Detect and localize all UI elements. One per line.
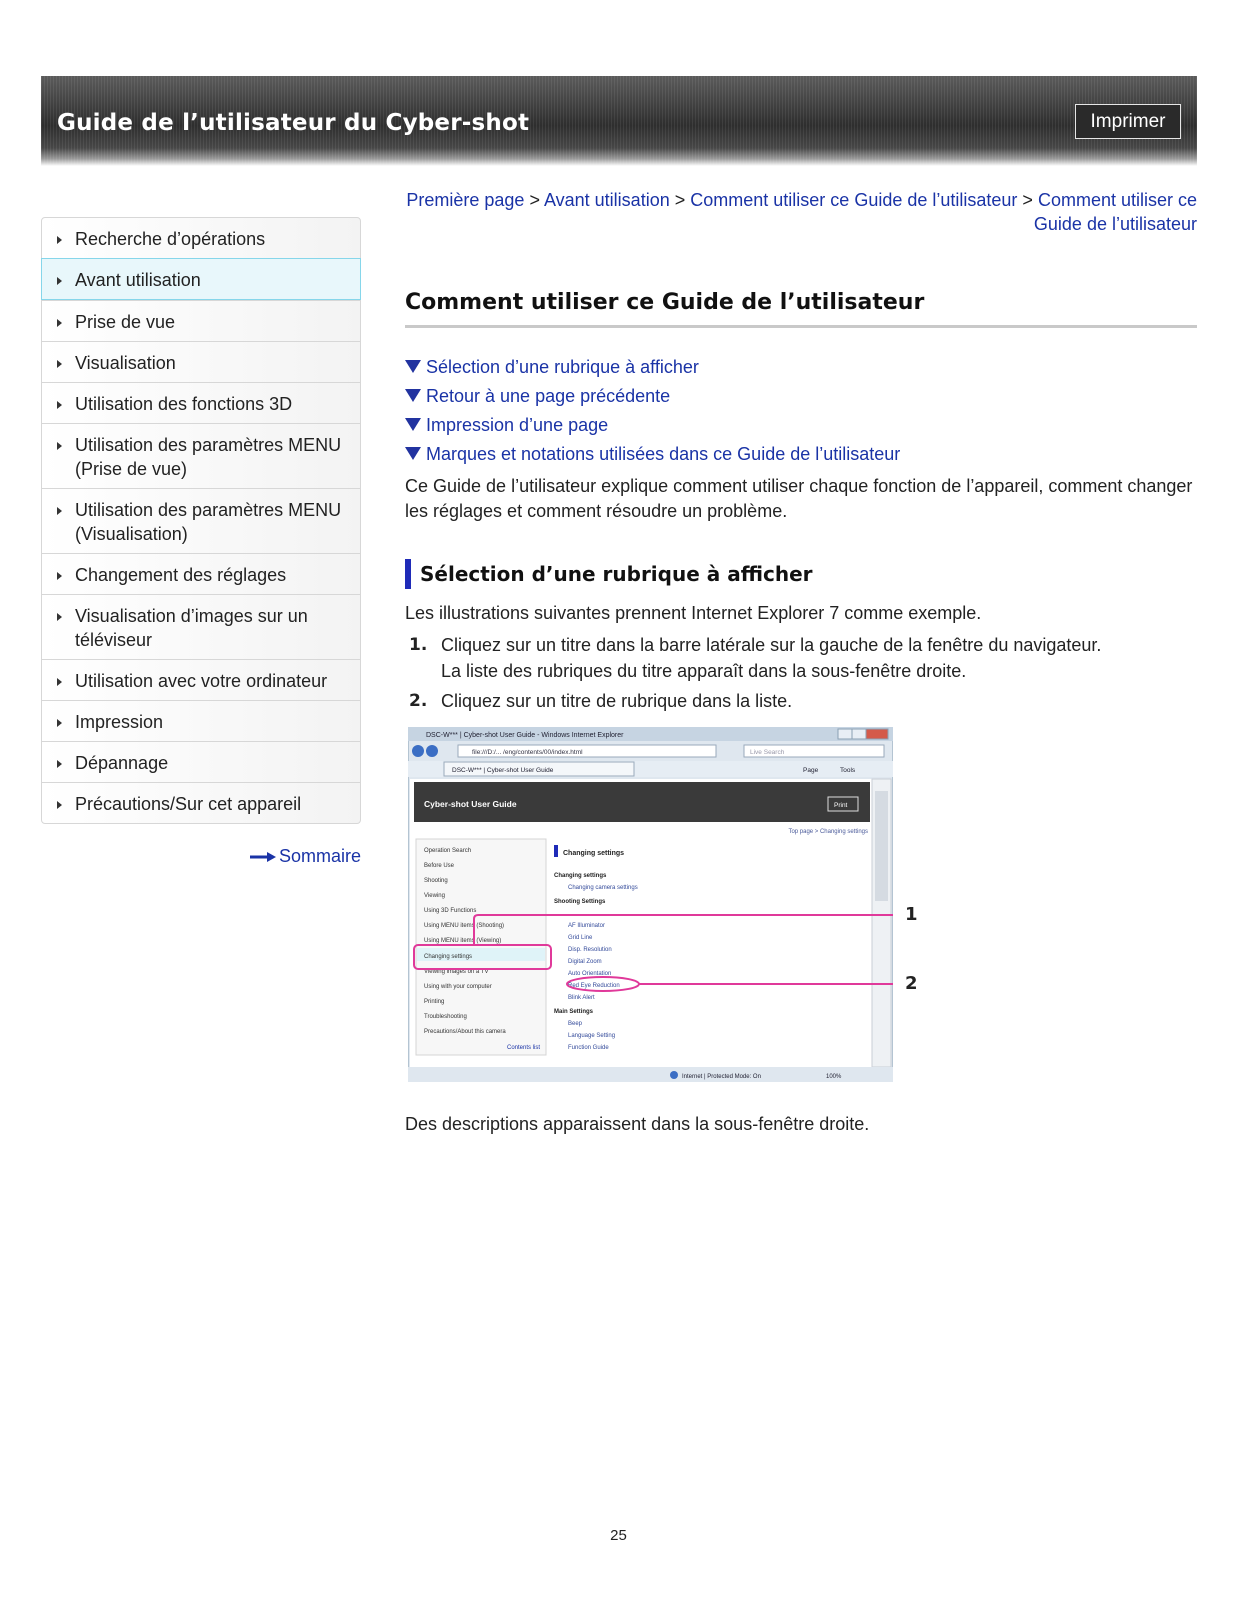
- guide-nav-item: Printing: [424, 999, 445, 1005]
- caret-right-icon: [57, 507, 62, 515]
- sidebar-item-label: Avant utilisation: [75, 270, 201, 290]
- sidebar-item-menu-viewing[interactable]: [42, 488, 360, 553]
- caret-right-icon: [57, 319, 62, 327]
- toc-label: Sélection d’une rubrique à afficher: [426, 357, 699, 377]
- minimize-icon: [838, 729, 852, 739]
- guide-group-item: Blink Alert: [568, 995, 595, 1001]
- guide-nav-item: Using MENU items (Viewing): [424, 938, 502, 944]
- caret-right-icon: [57, 801, 62, 809]
- guide-group-item: Beep: [568, 1021, 583, 1027]
- guide-nav-item: Troubleshooting: [424, 1014, 467, 1020]
- guide-nav-item: Using MENU items (Shooting): [424, 923, 505, 929]
- guide-content-heading: Changing settings: [563, 850, 625, 857]
- guide-group-item: Red Eye Reduction: [568, 983, 620, 989]
- step-number: 2.: [409, 691, 428, 711]
- sidebar-item-label: Impression: [75, 712, 164, 732]
- sidebar-item-changing-settings[interactable]: [42, 553, 360, 594]
- guide-nav-item: Using with your computer: [424, 984, 492, 990]
- guide-title: Guide de l’utilisateur du Cyber-shot: [57, 110, 530, 136]
- caret-right-icon: [57, 277, 62, 285]
- sidebar-item-label: Précautions/Sur cet appareil: [75, 794, 302, 814]
- steps-list: [405, 632, 1195, 718]
- breadcrumb-link-current[interactable]: Comment utiliser ce Guide de l’utilisateur: [1033, 190, 1197, 234]
- caret-right-icon: [57, 719, 62, 727]
- page-number: 25: [610, 1527, 627, 1544]
- guide-group-item: Language Setting: [568, 1033, 616, 1039]
- toc-link-print-page[interactable]: [405, 415, 900, 444]
- scrollbar-thumb: [875, 791, 888, 901]
- address-text: file:///D:/... /eng/contents/00/index.html: [472, 749, 583, 756]
- sidebar-item-label: Recherche d’opérations: [75, 229, 266, 249]
- sidebar-item-operation-search[interactable]: [42, 218, 360, 259]
- caret-right-icon: [57, 572, 62, 580]
- toc-link-previous-page[interactable]: [405, 386, 900, 415]
- step-number: 1.: [409, 635, 428, 655]
- intro-paragraph: Ce Guide de l’utilisateur explique comment utiliser chaque fonction de l’appareil, comment changer les réglages et comment résoudre un problème.: [405, 476, 1193, 521]
- toc-list: [405, 357, 900, 473]
- sidebar-item-troubleshooting[interactable]: [42, 741, 360, 782]
- sidebar-item-computer[interactable]: [42, 659, 360, 700]
- step-text: Cliquez sur un titre de rubrique dans la liste.: [441, 691, 793, 711]
- caret-right-icon: [57, 442, 62, 450]
- title-divider: [405, 325, 1197, 328]
- caret-right-icon: [57, 360, 62, 368]
- section-accent-bar: [405, 559, 411, 589]
- sommaire-label: Sommaire: [278, 846, 361, 866]
- caret-right-icon: [57, 401, 62, 409]
- maximize-icon: [852, 729, 866, 739]
- step-text: Cliquez sur un titre dans la barre latérale sur la gauche de la fenêtre du navigateur.: [441, 635, 1102, 655]
- guide-group-title: Shooting Settings: [554, 899, 606, 905]
- sidebar-item-label: Utilisation des fonctions 3D: [75, 394, 293, 414]
- forward-icon: [426, 745, 438, 757]
- breadcrumb-separator: >: [674, 190, 686, 210]
- sidebar-item-label: Dépannage: [75, 753, 169, 773]
- callout-number-2: 2: [905, 973, 918, 994]
- guide-nav-item: Viewing images on a TV: [424, 969, 489, 975]
- triangle-down-icon: [405, 447, 421, 460]
- guide-group-item: Auto Orientation: [568, 971, 612, 977]
- breadcrumb-separator: >: [1022, 190, 1033, 210]
- breadcrumb-link-before-use[interactable]: Avant utilisation: [543, 190, 670, 210]
- triangle-down-icon: [405, 389, 421, 402]
- print-button[interactable]: Imprimer: [1075, 104, 1181, 139]
- toc-link-selection[interactable]: [405, 357, 900, 386]
- section-heading: [405, 559, 813, 589]
- sidebar-item-printing[interactable]: [42, 700, 360, 741]
- breadcrumb-link-how-to-use[interactable]: Comment utiliser ce Guide de l’utilisateur: [690, 190, 1018, 210]
- guide-header-title: Cyber-shot User Guide: [424, 799, 517, 809]
- guide-nav-item: Changing settings: [424, 954, 473, 960]
- sommaire-link[interactable]: [245, 846, 361, 867]
- globe-icon: [670, 1071, 678, 1079]
- sidebar-item-label: Prise de vue: [75, 312, 176, 332]
- breadcrumb-separator: >: [529, 190, 540, 210]
- callout-number-1: 1: [905, 904, 918, 925]
- guide-group-title: Changing settings: [554, 873, 607, 879]
- tools-menu: Tools: [840, 767, 856, 774]
- window-title: DSC-W*** | Cyber-shot User Guide - Windows Internet Explorer: [426, 732, 624, 739]
- status-text: Internet | Protected Mode: On: [682, 1074, 761, 1080]
- search-placeholder: Live Search: [750, 749, 785, 756]
- guide-content-accent: [554, 845, 558, 857]
- guide-sidebar: [416, 839, 546, 1055]
- guide-nav-item: Viewing: [424, 893, 445, 899]
- zoom-level: 100%: [826, 1074, 842, 1080]
- guide-contents-list: Contents list: [506, 1045, 540, 1051]
- toc-label: Impression d’une page: [426, 415, 609, 435]
- guide-group-title: Main Settings: [554, 1009, 594, 1015]
- caret-right-icon: [57, 236, 62, 244]
- guide-print-label: Print: [834, 802, 848, 809]
- breadcrumb-link-home[interactable]: Première page: [406, 190, 525, 210]
- outro-paragraph: Des descriptions apparaissent dans la sous-fenêtre droite.: [405, 1114, 870, 1134]
- tab-label: DSC-W*** | Cyber-shot User Guide: [452, 767, 554, 774]
- caret-right-icon: [57, 760, 62, 768]
- step-subtext: La liste des rubriques du titre apparaît dans la sous-fenêtre droite.: [441, 661, 967, 681]
- sidebar-item-label: Visualisation d’images sur un téléviseur: [75, 606, 308, 650]
- guide-group-item: Digital Zoom: [568, 959, 602, 965]
- arrow-right-icon: [250, 852, 276, 862]
- guide-nav-item: Operation Search: [424, 848, 472, 854]
- page-menu: Page: [803, 767, 819, 774]
- guide-nav-item: Before Use: [424, 863, 455, 869]
- guide-group-item: Grid Line: [568, 935, 593, 941]
- browser-screenshot-illustration: [408, 727, 893, 1082]
- guide-group-item: Changing camera settings: [568, 885, 638, 891]
- sidebar-item-before-use[interactable]: [41, 258, 361, 300]
- sidebar-item-shooting[interactable]: [42, 300, 360, 341]
- sidebar-item-label: Visualisation: [75, 353, 176, 373]
- guide-nav-item: Precautions/About this camera: [424, 1029, 506, 1035]
- page-title: Comment utiliser ce Guide de l’utilisateur: [405, 290, 925, 315]
- sidebar-item-label: Utilisation des paramètres MENU (Prise de vue): [75, 435, 342, 479]
- triangle-down-icon: [405, 418, 421, 431]
- breadcrumb: [405, 188, 1197, 236]
- sidebar-item-3d-functions[interactable]: [42, 382, 360, 423]
- sidebar-nav: [41, 217, 361, 824]
- sidebar-item-label: Utilisation avec votre ordinateur: [75, 671, 328, 691]
- header-bar: [41, 76, 1197, 166]
- sidebar-item-label: Changement des réglages: [75, 565, 287, 585]
- back-icon: [412, 745, 424, 757]
- caret-right-icon: [57, 678, 62, 686]
- sidebar-item-menu-shooting[interactable]: [42, 423, 360, 488]
- sidebar-item-tv-viewing[interactable]: [42, 594, 360, 659]
- guide-nav-item: Using 3D Functions: [424, 908, 477, 914]
- guide-group-item: Disp. Resolution: [568, 947, 612, 953]
- toc-link-marks-notations[interactable]: [405, 444, 900, 473]
- guide-breadcrumb: Top page > Changing settings: [788, 829, 868, 835]
- guide-group-item: AF Illuminator: [568, 923, 606, 929]
- toc-label: Marques et notations utilisées dans ce Guide de l’utilisateur: [426, 444, 901, 464]
- toc-label: Retour à une page précédente: [426, 386, 671, 406]
- illustration-intro: Les illustrations suivantes prennent Internet Explorer 7 comme exemple.: [405, 603, 982, 623]
- sidebar-item-precautions[interactable]: [42, 782, 360, 823]
- guide-group-item: Function Guide: [568, 1045, 609, 1051]
- guide-nav-item: Shooting: [424, 878, 448, 884]
- status-bar: [408, 1067, 893, 1082]
- sidebar-item-label: Utilisation des paramètres MENU (Visualisation): [75, 500, 342, 544]
- step-item: [405, 632, 1195, 684]
- close-icon: [866, 729, 888, 739]
- step-item: [405, 688, 1195, 714]
- triangle-down-icon: [405, 360, 421, 373]
- caret-right-icon: [57, 613, 62, 621]
- sidebar-item-viewing[interactable]: [42, 341, 360, 382]
- section-title: Sélection d’une rubrique à afficher: [420, 562, 813, 586]
